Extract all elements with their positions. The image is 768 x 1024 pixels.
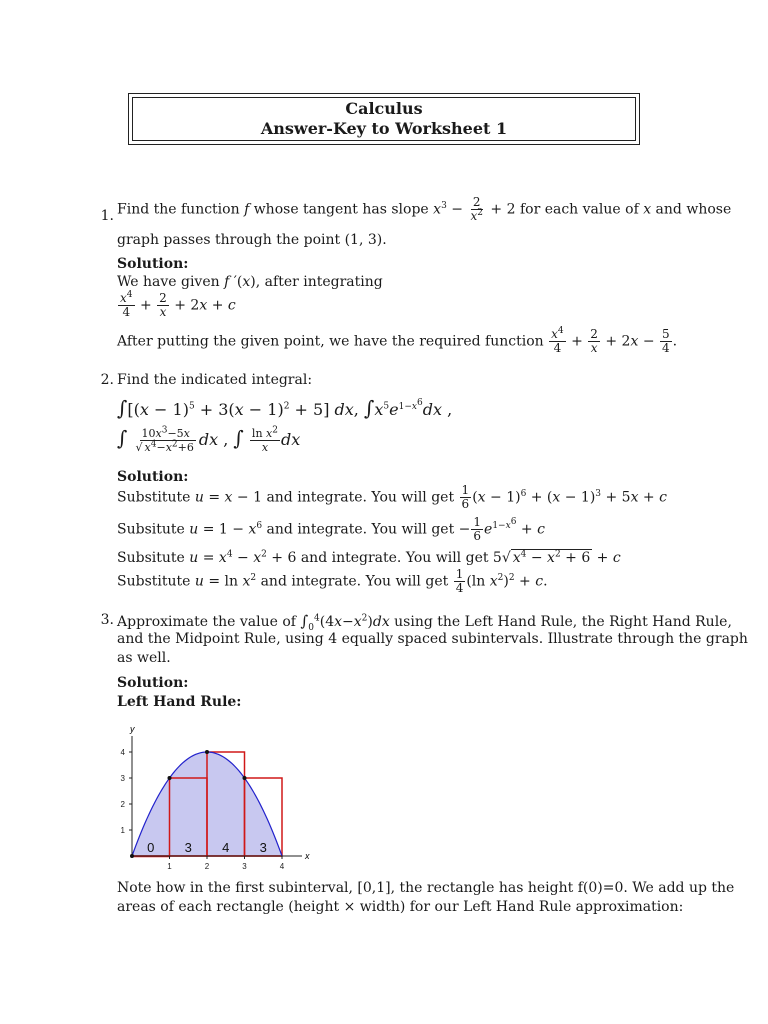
solution-2-part-d: Substitute $u = \ln x^2$ and integrate. You will get $\frac{1}{4}$ (ln $x^2)^2 + c$.	[117, 567, 548, 595]
sample-point-3	[205, 750, 209, 754]
course-title: Calculus	[345, 99, 423, 118]
worksheet-title: Answer-Key to Worksheet 1	[260, 119, 508, 138]
integral-row-2: ∫ $\frac{10x^3-5x}{√ x^4-x^2+6}$ dx , ∫ $\frac{\ln x^2}{x}$ dx	[117, 425, 301, 454]
left-hand-rule-label: Left Hand Rule:	[117, 694, 242, 710]
x-tick-label: 3	[242, 862, 247, 871]
after-integrating-text: , after integrating	[255, 274, 383, 290]
given-text: We have given	[117, 274, 220, 290]
solution-2-part-c: Subsitute $u = x^4 - x^2 + 6$ and integrate. You will get 5√ $x^4 - x^2 + 6 + c$	[117, 549, 621, 566]
x-tick-label: 2	[204, 862, 210, 871]
solution-label: Solution:	[117, 256, 189, 272]
question-3-line-2: and the Midpoint Rule, using 4 equally spaced subintervals. Illustrate through the graph	[117, 631, 748, 647]
sample-point-4	[243, 776, 247, 780]
title-box-inner	[132, 97, 636, 141]
y-ticks	[121, 748, 132, 835]
x-tick-label: 1	[167, 862, 172, 871]
question-number: 3.	[100, 612, 114, 628]
solution-2-part-a: Substitute u = x − 1 and integrate. You will get $\frac{1}{6}$ $(x - 1)^6 + (x - 1)^3 + 5x + c$	[117, 483, 667, 511]
y-axis-label: y	[130, 724, 135, 734]
y-tick-label: 1	[120, 826, 125, 835]
y-tick-label: 2	[120, 800, 125, 809]
question-1-line-1: Find the function f whose tangent has slope $x^3$ − $\frac{2}{x^2}$ + 2 for each value of x and whose	[117, 195, 732, 223]
sample-point-2	[168, 776, 172, 780]
note-line-1: Note how in the first subinterval, [0,1], the rectangle has height f(0)=0. We add up the	[117, 880, 735, 896]
question-number: 1.	[100, 208, 114, 224]
rectangle-label: 3	[184, 840, 192, 855]
question-3-line-1: Approximate the value of $\int_0^4(4x-x^2)dx$ using the Left Hand Rule, the Right Hand Rule,	[117, 612, 732, 633]
rectangle-label: 0	[147, 840, 155, 855]
solution-label: Solution:	[117, 469, 189, 485]
fraction: $\frac{2}{x^2}$	[470, 195, 483, 223]
y-tick-label: 4	[120, 748, 125, 757]
question-number: 2.	[100, 372, 114, 388]
question-3-line-3: as well.	[117, 650, 171, 666]
question-2-prompt: Find the indicated integral:	[117, 372, 313, 388]
solution-1-given: We have given f ′(x), after integrating	[117, 274, 383, 290]
after-point-text: After putting the given point, we have the required function	[117, 333, 544, 350]
solution-2-part-b: Subsitute $u = 1 - x^6$ and integrate. You will get − $\frac{1}{6}$ $e^{1-x^6} + c$	[117, 515, 545, 543]
title-box	[128, 93, 640, 145]
note-line-2: areas of each rectangle (height × width) for our Left Hand Rule approximation:	[117, 899, 684, 915]
rectangle-label: 4	[222, 840, 230, 855]
x-ticks	[167, 856, 285, 871]
solution-label: Solution:	[117, 675, 189, 691]
solution-1-antiderivative: $\frac{x^4}{4}$ + $\frac{2}{x}$ + 2x + c	[120, 290, 236, 319]
left-hand-rule-chart	[114, 712, 324, 878]
x-axis-label: x	[305, 851, 310, 861]
y-tick-label: 3	[120, 774, 125, 783]
integral-row-1: $\int[(x - 1)^5 + 3(x - 1)^2 + 5]$ dx, $\int x^5e^{1-x^6}dx$ ,	[117, 396, 453, 420]
solution-1-result: After putting the given point, we have the required function $\frac{x^4}{4}$ + $\frac{2}{x}$ + 2x − $\frac{5}{4}$ .	[117, 326, 678, 355]
rectangle-label: 3	[259, 840, 267, 855]
sample-point-1	[130, 854, 134, 858]
x-tick-label: 4	[279, 862, 285, 871]
question-1-line-2: graph passes through the point (1, 3).	[117, 232, 387, 248]
